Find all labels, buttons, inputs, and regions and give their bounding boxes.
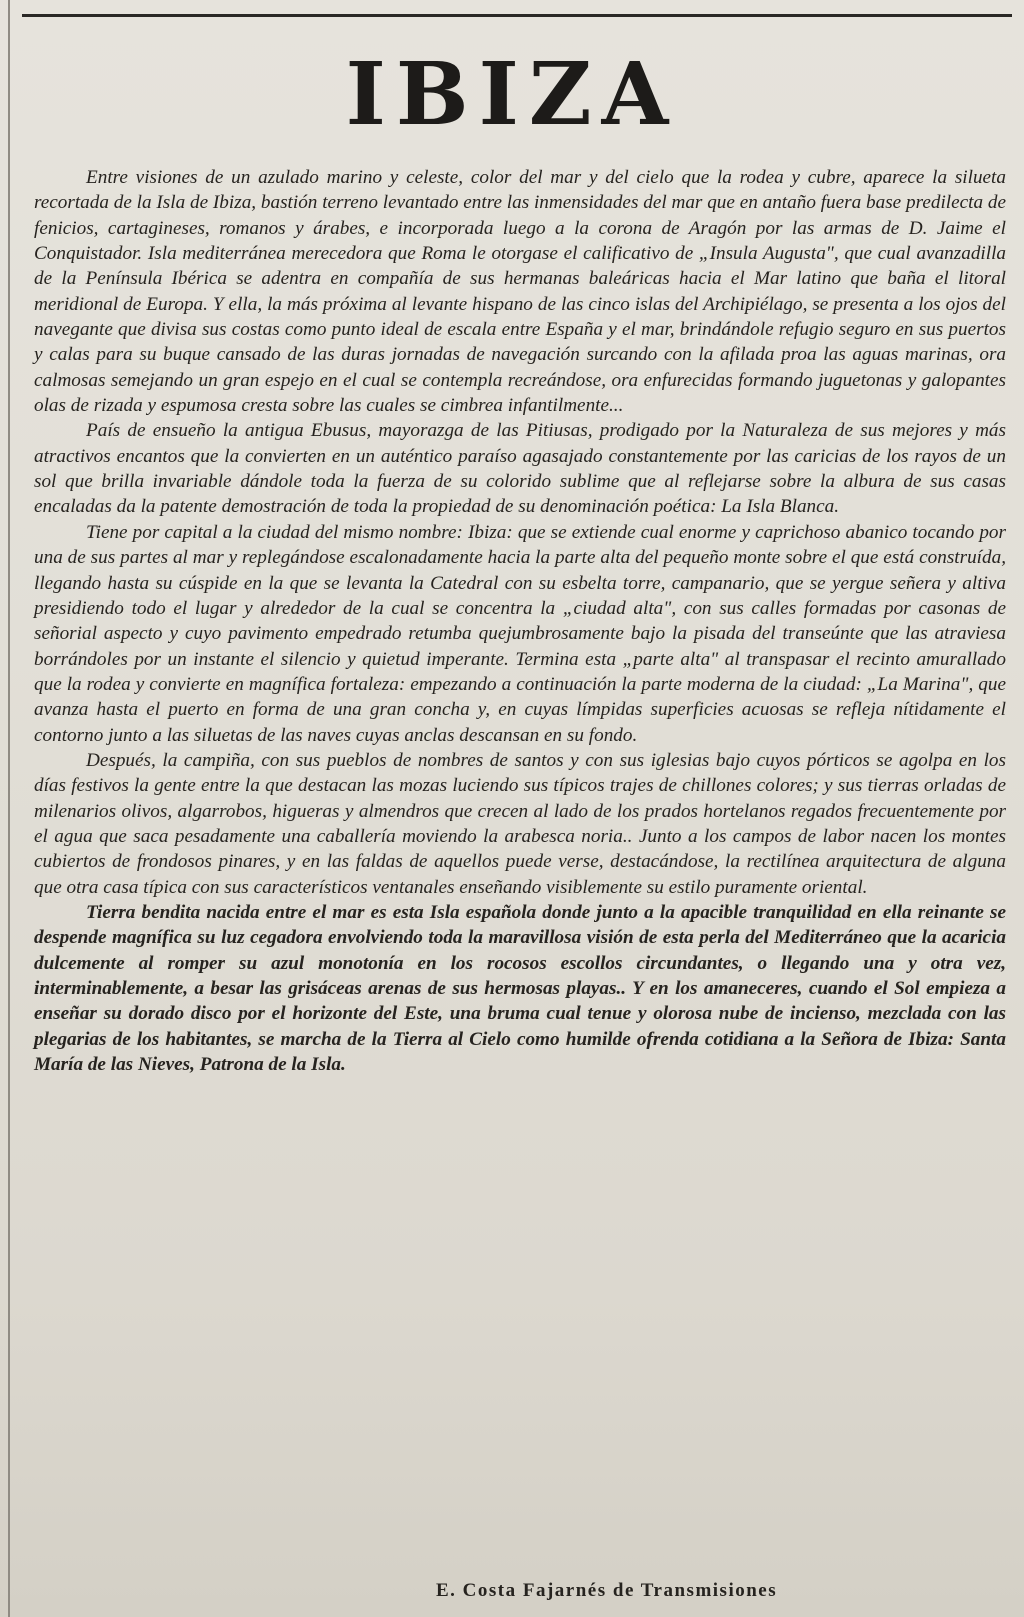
- paragraph-2: País de ensueño la antigua Ebusus, mayorazga de las Pitiusas, prodigado por la Naturaleza de sus mejores y más atractivos encantos que la convierten en un auténtico paraíso agasajado constantemente por las caricias de los rayos de un sol que brilla invariable dándole toda la fuerza de su colorido sublime que al reflejarse sobre la albura de sus casas encaladas da la patente demostración de toda la propiedad de su denominación poética: La Isla Blanca.: [34, 420, 1006, 518]
- clipping-left-edge: [8, 0, 10, 1617]
- article-title: IBIZA: [345, 44, 679, 145]
- article-body: [34, 165, 1006, 1077]
- paragraph-4: Después, la campiña, con sus pueblos de nombres de santos y con sus iglesias bajo cuyos pórticos se agolpa en los días festivos la gente entre la que destacan las mozas luciendo sus típicos trajes de chillones colores; y sus tierras orladas de milenarios olivos, algarrobos, higueras y almendros que crecen al lado de los prados hortelanos regados frecuentemente por el agua que saca pesadamente una caballería moviendo la arabesca noria.. Junto a los campos de labor nacen los montes cubiertos de frondosos pinares, y en las faldas de aquellos puede verse, destacándose, la rectilínea arquitectura de alguna que otra casa típica con sus característicos ventanales enseñando visiblemente su estilo puramente oriental.: [34, 749, 1006, 898]
- paragraph-5: Tierra bendita nacida entre el mar es esta Isla española donde junto a la apacible tranquilidad en ella reinante se despende magnífica su luz cegadora envolviendo toda la maravillosa visión de esta perla del Mediterráneo que la acaricia dulcemente al romper su azul monotonía en los rocosos escollos circundantes, o llegando una y otra vez, interminablemente, a besar las grisáceas arenas de sus hermosas playas.. Y en los amaneceres, cuando el Sol empieza a enseñar su dorado disco por el horizonte del Este, una bruma cual tenue y olorosa nube de incienso, mezclada con las plegarias de los habitantes, se marcha de la Tierra al Cielo como humilde ofrenda cotidiana a la Señora de Ibiza: Santa María de las Nieves, Patrona de la Isla.: [34, 901, 1006, 1076]
- top-rule: [22, 14, 1012, 17]
- paragraph-3: Tiene por capital a la ciudad del mismo nombre: Ibiza: que se extiende cual enorme y caprichoso abanico tocando por una de sus partes al mar y replegándose escalonadamente hacia la parte alta del pequeño monte sobre el que está construída, llegando hasta su cúspide en la que se levanta la Catedral con su esbelta torre, campanario, que se yergue señera y altiva presidiendo todo el lugar y alrededor de la cual se concentra la „ciudad alta", con sus calles formadas por casonas de señorial aspecto y cuyo pavimento empedrado retumba quejumbrosamente bajo la pisada del transeúnte que las atraviesa borrándoles por un instante el silencio y quietud imperante. Termina esta „parte alta" al transpasar el recinto amurallado que la rodea y convierte en magnífica fortaleza: empezando a continuación la parte moderna de la ciudad: „La Marina", que avanza hasta el puerto en forma de una gran concha y, en cuyas límpidas superficies acuosas se refleja nítidamente el contorno junto a las siluetas de las naves cuyas anclas descansan en su fondo.: [34, 521, 1006, 746]
- author-byline: E. Costa Fajarnés de Transmisiones: [436, 1580, 778, 1601]
- paragraph-1: Entre visiones de un azulado marino y celeste, color del mar y del cielo que la rodea y cubre, aparece la silueta recortada de la Isla de Ibiza, bastión terreno levantado entre las inmensidades del mar que en antaño fuera base predilecta de fenicios, cartagineses, romanos y árabes, e incorporada luego a la corona de Aragón por las armas de D. Jaime el Conquistador. Isla mediterránea merecedora que Roma le otorgase el calificativo de „Insula Augusta", que cual avanzadilla de la Península Ibérica se adentra en compañía de sus hermanas baleáricas hacia el Mar latino que baña el litoral meridional de Europa. Y ella, la más próxima al levante hispano de las cinco islas del Archipiélago, se presenta a los ojos del navegante que divisa sus costas como punto ideal de escala entre España y el mar, brindándole refugio seguro en sus puertos y calas para su buque cansado de las duras jornadas de navegación surcando con la afilada proa las aguas marinas, ora calmosas semejando un gran espejo en el cual se contempla recreándose, ora enfurecidas formando juguetonas y galopantes olas de rizada y espumosa cresta sobre las cuales se cimbrea infantilmente...: [34, 167, 1006, 417]
